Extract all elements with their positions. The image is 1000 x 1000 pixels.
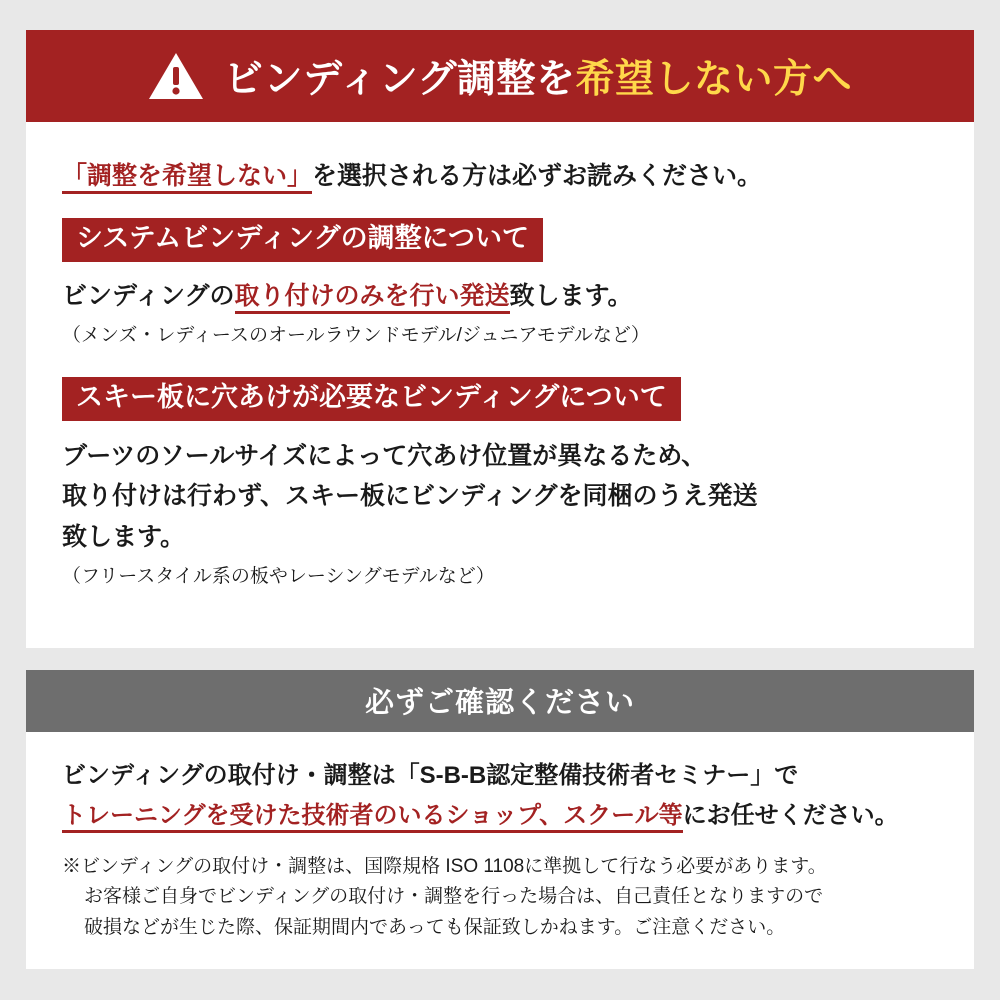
banner-title (224, 48, 852, 104)
banner-title-highlight: 希望しない方へ (575, 58, 853, 101)
warning-triangle-icon (148, 51, 204, 101)
lead-underlined: 「調整を希望しない」 (62, 162, 312, 194)
section1-heading: システムビンディングの調整について (62, 218, 543, 262)
red-banner (26, 30, 974, 122)
section1-note: （メンズ・レディースのオールラウンドモデル/ジュニアモデルなど） (62, 324, 650, 346)
card-body (26, 122, 974, 648)
fine-print-line-2: お客様ご自身でビンディングの取付け・調整を行った場合は、自己責任となりますので (84, 886, 824, 908)
fine-print (62, 852, 938, 943)
section2-line3: 致します。 (62, 523, 186, 552)
section1-underlined: 取り付けのみを行い発送 (235, 282, 510, 314)
section1-prefix: ビンディングの (62, 281, 235, 310)
gray-banner-title: 必ずご確認ください (364, 687, 635, 720)
confirm-underlined: トレーニングを受けた技術者のいるショップ、スクール等 (62, 802, 683, 833)
binding-adjustment-card (26, 30, 974, 648)
banner-title-plain: ビンディング調整を (223, 58, 576, 101)
gray-banner (26, 670, 974, 732)
section2-note: （フリースタイル系の板やレーシングモデルなど） (62, 565, 495, 587)
section1-paragraph (62, 278, 938, 314)
confirmation-body (26, 732, 974, 969)
lead-rest: を選択される方は必ずお読みください。 (312, 162, 763, 190)
fine-print-line-3: 破損などが生じた際、保証期間内であっても保証致しかねます。ご注意ください。 (84, 916, 786, 938)
section2-line2 (62, 477, 938, 516)
section2-underlined: 取り付けは行わず、スキー板にビンディングを同梱 (62, 482, 633, 511)
section2-line2-suffix: のうえ発送 (632, 482, 758, 511)
confirmation-card (26, 670, 974, 969)
section2-line1: ブーツのソールサイズによって穴あけ位置が異なるため、 (62, 441, 707, 470)
confirm-line2 (62, 798, 938, 834)
fine-print-line-1: ※ビンディングの取付け・調整は、国際規格 ISO 1108に準拠して行なう必要があります。 (62, 855, 827, 877)
section2-heading: スキー板に穴あけが必要なビンディングについて (62, 377, 681, 421)
confirm-line1: ビンディングの取付け・調整は「S-B-B認定整備技術者セミナー」で (62, 761, 799, 789)
section1-suffix: 致します。 (509, 281, 633, 310)
section-drilling-binding (62, 377, 938, 588)
section-system-binding (62, 218, 938, 347)
confirm-line2-suffix: にお任せください。 (682, 801, 899, 829)
lead-paragraph (62, 156, 938, 192)
